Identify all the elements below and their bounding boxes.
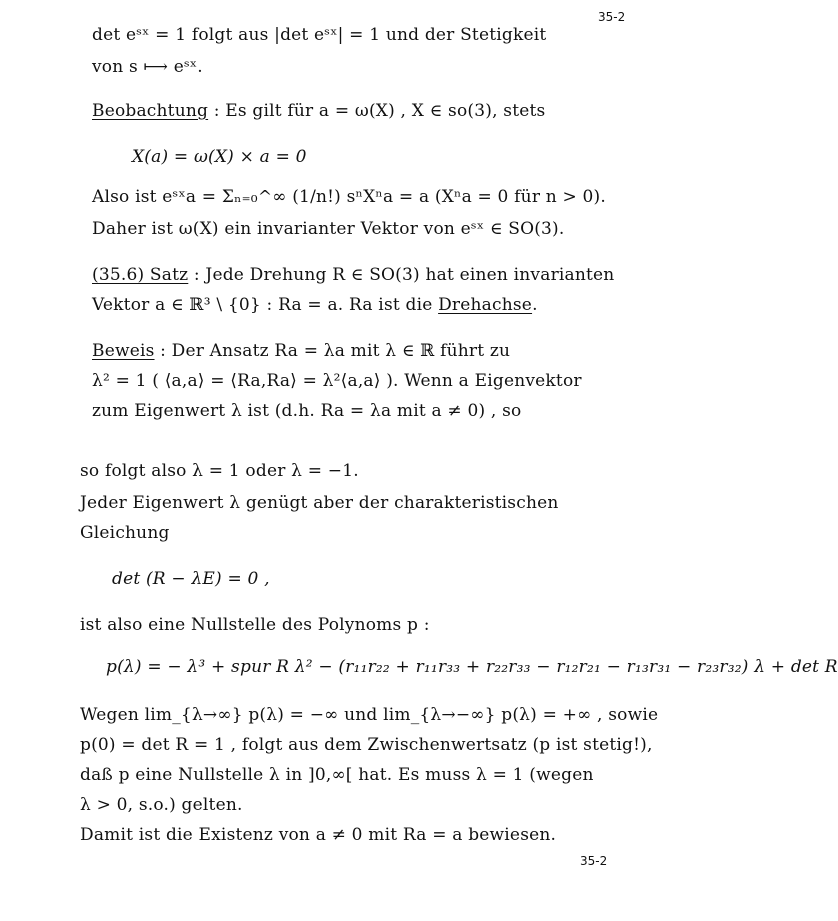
proof-line-3: zum Eigenwert λ ist (d.h. Ra = λa mit a ≠ 0) , so xyxy=(92,401,522,421)
text-line-also: Also ist eˢˣa = Σₙ₌₀^∞ (1/n!) sⁿXⁿa = a (Xⁿa = 0 für n > 0). xyxy=(92,187,606,207)
text-line-jeder: Jeder Eigenwert λ genügt aber der charakteristischen xyxy=(80,493,559,513)
observation-paragraph xyxy=(92,100,545,122)
text-line-gleichung: Gleichung xyxy=(80,523,170,543)
text-line-1: det eˢˣ = 1 folgt aus |det eˢˣ| = 1 und der Stetigkeit xyxy=(92,25,547,45)
text-line-p0: p(0) = det R = 1 , folgt aus dem Zwischenwertsatz (p ist stetig!), xyxy=(80,735,653,755)
observation-text: : Es gilt für a = ω(X) , X ∈ so(3), stets xyxy=(208,101,546,121)
theorem-text-2: Vektor a ∈ ℝ³ \ {0} : Ra = a. Ra ist die xyxy=(92,295,439,315)
theorem-line-2 xyxy=(92,294,538,316)
page-number-bottom: 35-2 xyxy=(580,854,608,868)
proof-text-1: : Der Ansatz Ra = λa mit λ ∈ ℝ führt zu xyxy=(154,341,511,361)
equation-x-a: X(a) = ω(X) × a = 0 xyxy=(132,147,307,167)
theorem-text-1: : Jede Drehung R ∈ SO(3) hat einen invarianten xyxy=(188,265,615,285)
page-number-top: 35-2 xyxy=(598,10,626,24)
proof-label: Beweis xyxy=(92,341,155,361)
proof-line-2: λ² = 1 ( ⟨a,a⟩ = ⟨Ra,Ra⟩ = λ²⟨a,a⟩ ). Wenn a Eigenvektor xyxy=(92,371,582,391)
text-line-nullstelle: ist also eine Nullstelle des Polynoms p : xyxy=(80,615,430,635)
theorem-end: . xyxy=(532,295,538,315)
theorem-label: (35.6) Satz xyxy=(92,265,189,285)
text-line-wegen: Wegen lim_{λ→∞} p(λ) = −∞ und lim_{λ→−∞} p(λ) = +∞ , sowie xyxy=(80,705,659,725)
text-line-2: von s ⟼ eˢˣ. xyxy=(92,57,203,77)
text-line-gelten: λ > 0, s.o.) gelten. xyxy=(80,795,243,815)
equation-characteristic: det (R − λE) = 0 , xyxy=(112,569,270,589)
text-line-damit: Damit ist die Existenz von a ≠ 0 mit Ra = a bewiesen. xyxy=(80,825,557,845)
text-line-so-folgt: so folgt also λ = 1 oder λ = −1. xyxy=(80,461,359,481)
theorem-line-1 xyxy=(92,264,614,286)
observation-heading: Beobachtung xyxy=(92,101,209,121)
equation-polynomial: p(λ) = − λ³ + spur R λ² − (r₁₁r₂₂ + r₁₁r₃₃ + r₂₂r₃₃ − r₁₂r₂₁ − r₁₃r₃₁ − r₂₃r₃₂) λ + det R xyxy=(106,657,838,677)
text-line-daher: Daher ist ω(X) ein invarianter Vektor von eˢˣ ∈ SO(3). xyxy=(92,219,565,239)
text-line-aber: daß p eine Nullstelle λ in ]0,∞[ hat. Es muss λ = 1 (wegen xyxy=(80,765,594,785)
proof-line-1 xyxy=(92,340,510,362)
theorem-term: Drehachse xyxy=(438,295,533,315)
